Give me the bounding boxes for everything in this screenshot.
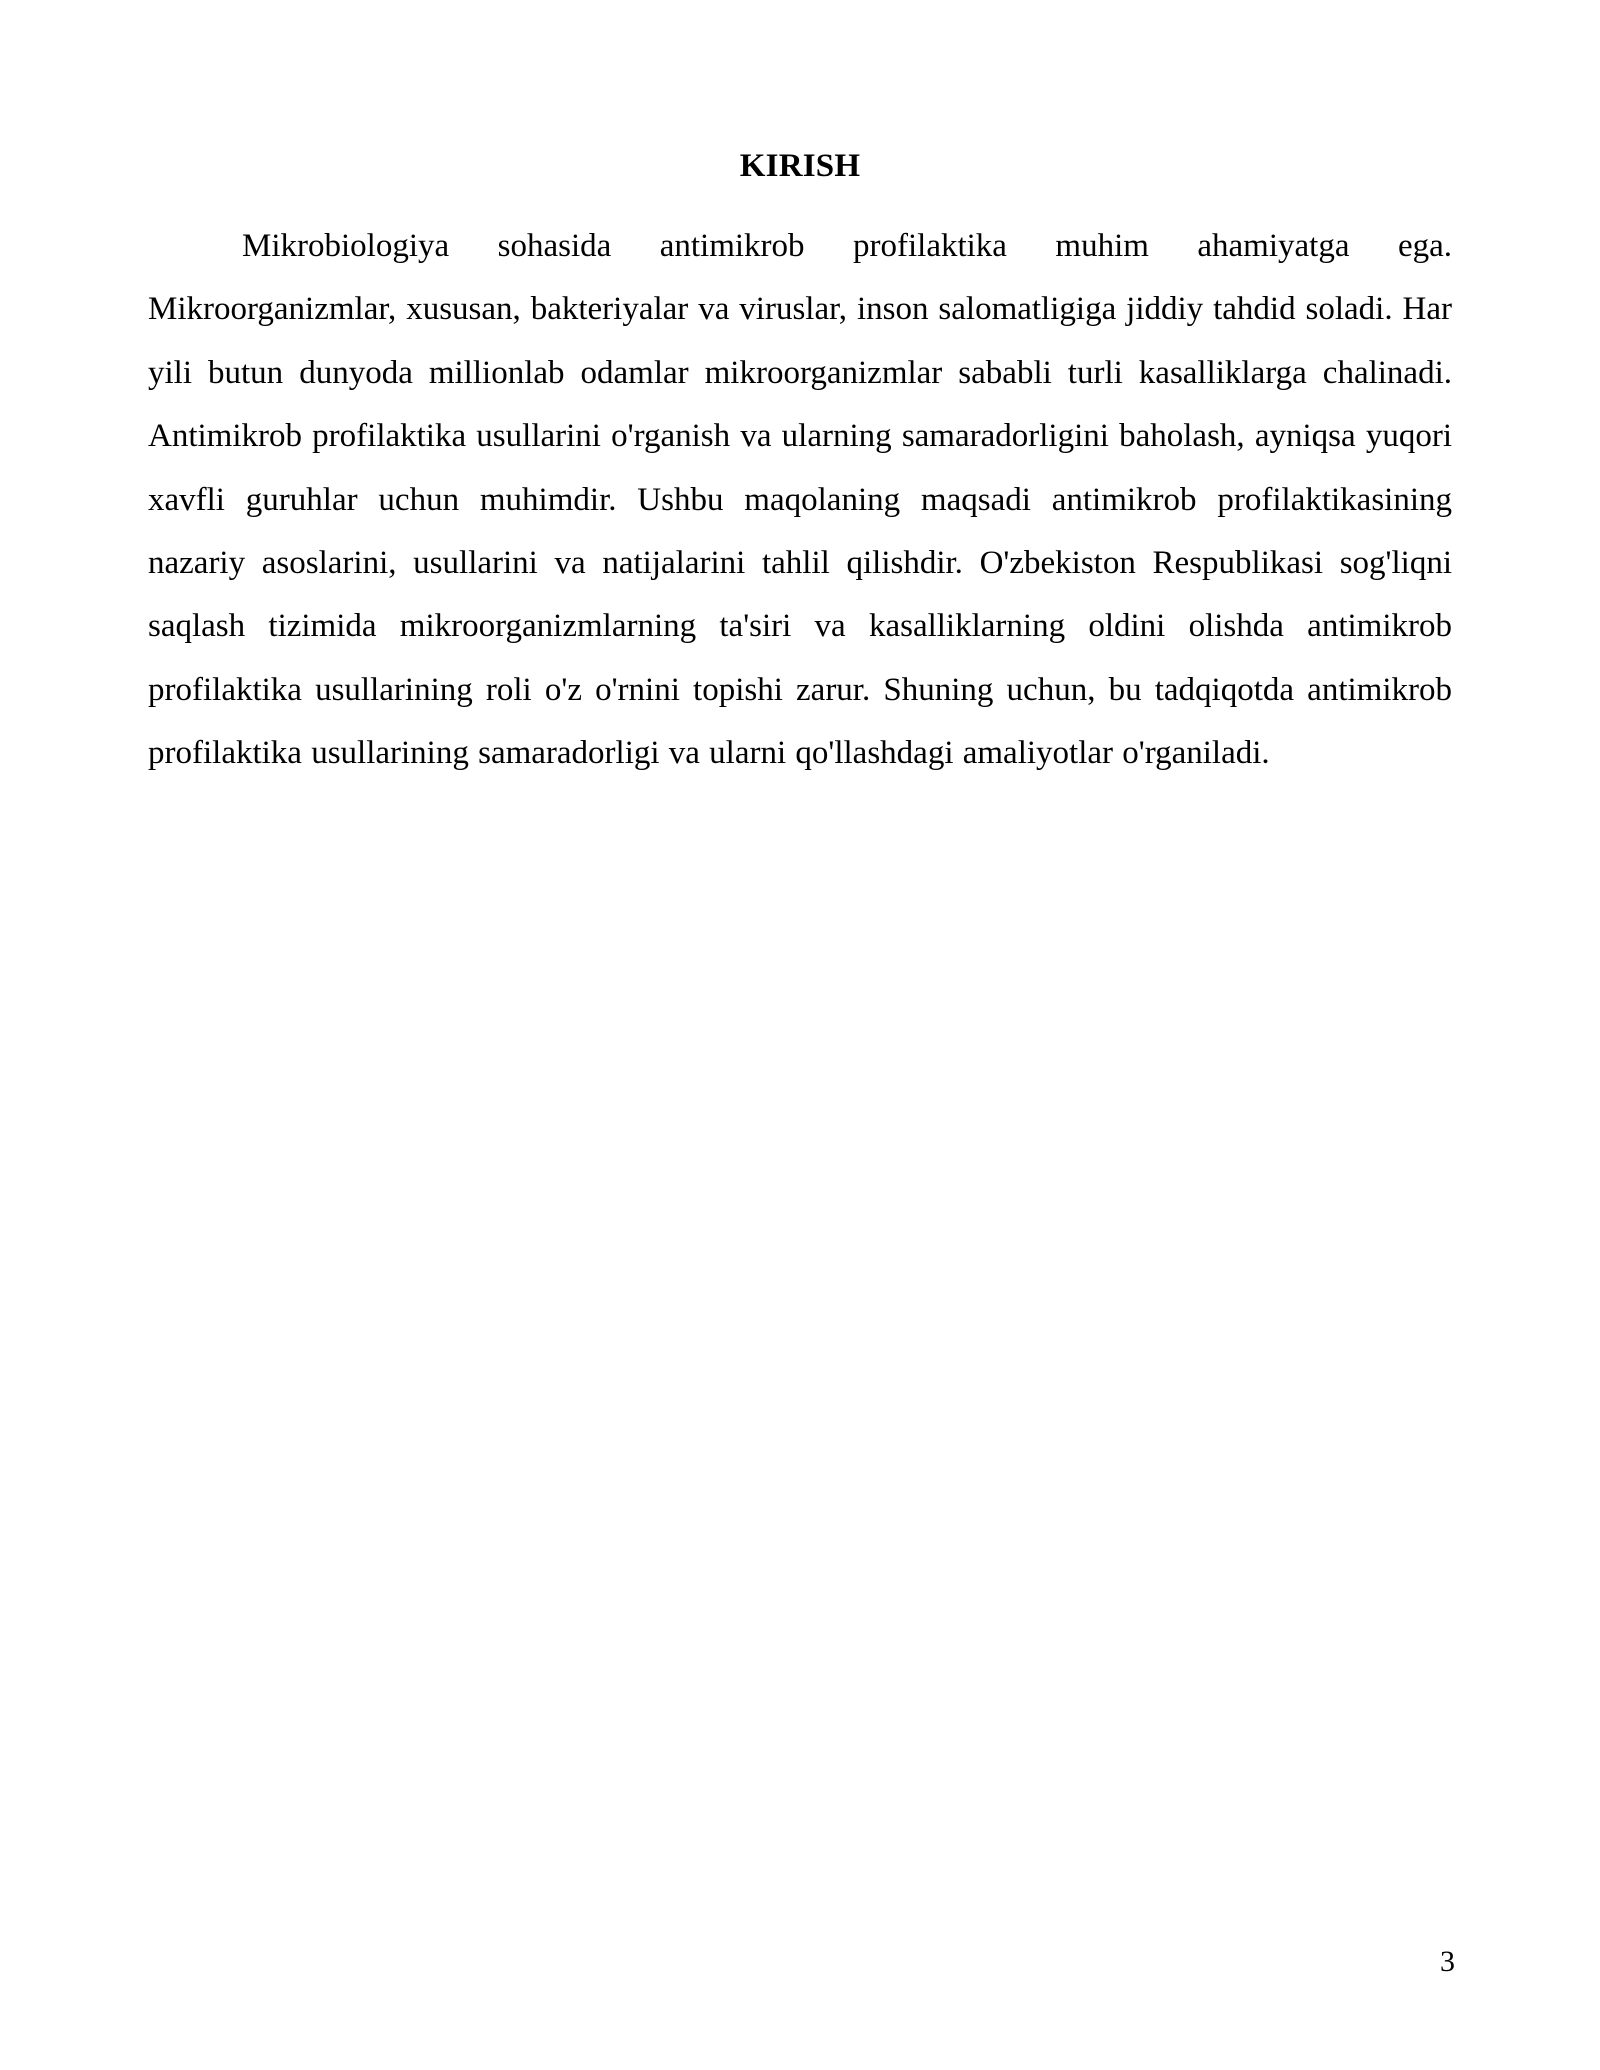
page-number: 3 bbox=[1440, 1945, 1455, 1978]
body-paragraph: Mikrobiologiya sohasida antimikrob profilaktika muhim ahamiyatga ega. Mikroorganizmlar, xususan, bakteriyalar va viruslar, inson salomatligiga jiddiy tahdid soladi. Har yili butun dunyoda millionlab odamlar mikroorganizmlar sababli turli kasalliklarga chalinadi. Antimikrob profilaktika usullarini o'rganish va ularning samaradorligini baholash, ayniqsa yuqori xavfli guruhlar uchun muhimdir. Ushbu maqolaning maqsadi antimikrob profilaktikasining nazariy asoslarini, usullarini va natijalarini tahlil qilishdir. O'zbekiston Respublikasi sog'liqni saqlash tizimida mikroorganizmlarning ta'siri va kasalliklarning oldini olishda antimikrob profilaktika usullarining roli o'z o'rnini topishi zarur. Shuning uchun, bu tadqiqotda antimikrob profilaktika usullarining samaradorligi va ularni qo'llashdagi amaliyotlar o'rganiladi. bbox=[148, 228, 1452, 772]
page-title: KIRISH bbox=[739, 148, 861, 184]
